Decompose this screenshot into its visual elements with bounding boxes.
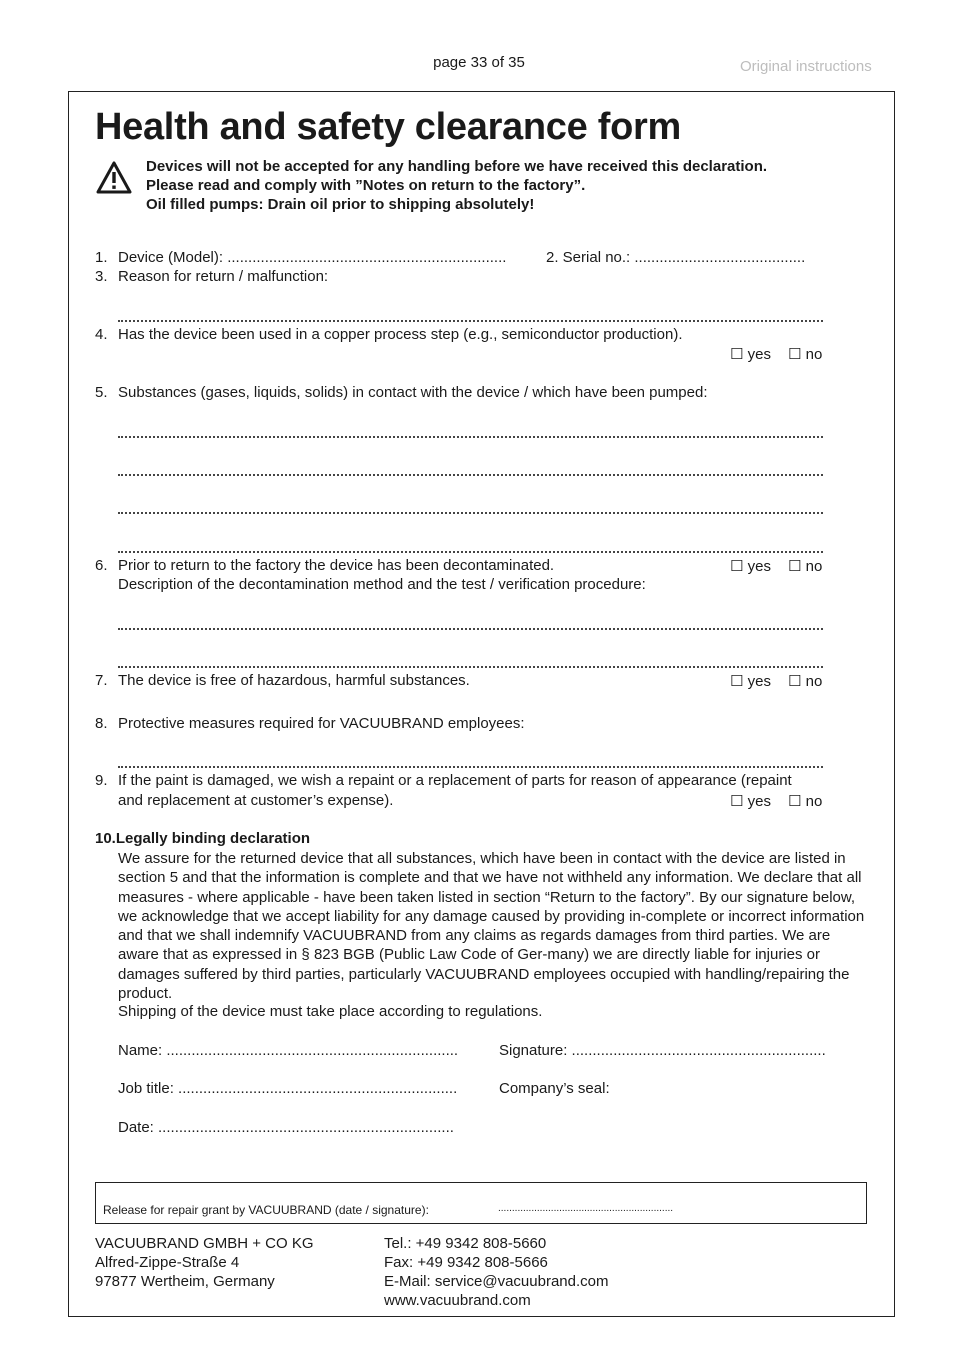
q6-number: 6.	[95, 557, 108, 574]
serial-number-field[interactable]: 2. Serial no.: .........................................	[546, 249, 806, 266]
substances-line-1[interactable]	[118, 436, 823, 438]
notice-line-3: Oil filled pumps: Drain oil prior to shipping absolutely!	[146, 196, 535, 213]
decontamination-method-label: Description of the decontamination method and the test / verification procedure:	[118, 576, 646, 593]
substances-label: Substances (gases, liquids, solids) in contact with the device / which have been pumped:	[118, 384, 708, 401]
original-instructions-label: Original instructions	[740, 58, 872, 75]
device-model-field[interactable]: Device (Model): ...................................................................	[118, 249, 507, 266]
q4-number: 4.	[95, 326, 108, 343]
reason-for-return-label: Reason for return / malfunction:	[118, 268, 329, 285]
protective-measures-line[interactable]	[118, 766, 823, 768]
q5-number: 5.	[95, 384, 108, 401]
decontaminated-question: Prior to return to the factory the device has been decontaminated.	[118, 557, 555, 574]
warning-icon	[96, 160, 132, 196]
protective-measures-label: Protective measures required for VACUUBRAND employees:	[118, 715, 525, 732]
hazard-free-yes-checkbox[interactable]: ☐ yes	[730, 673, 771, 690]
repaint-yes-checkbox[interactable]: ☐ yes	[730, 793, 771, 810]
substances-line-3[interactable]	[118, 512, 823, 514]
release-label: Release for repair grant by VACUUBRAND (date / signature):	[103, 1203, 429, 1217]
q9-number: 9.	[95, 772, 108, 789]
decontamination-line-2[interactable]	[118, 666, 823, 668]
hazard-free-question: The device is free of hazardous, harmful substances.	[118, 672, 470, 689]
copper-no-checkbox[interactable]: ☐ no	[788, 346, 823, 363]
date-field[interactable]: Date: .......................................................................	[118, 1119, 454, 1136]
repaint-no-checkbox[interactable]: ☐ no	[788, 793, 823, 810]
decontaminated-no-checkbox[interactable]: ☐ no	[788, 558, 823, 575]
hazard-free-no-checkbox[interactable]: ☐ no	[788, 673, 823, 690]
footer-street: Alfred-Zippe-Straße 4	[95, 1254, 240, 1271]
footer-tel: Tel.: +49 9342 808-5660	[384, 1235, 547, 1252]
footer-company: VACUUBRAND GMBH + CO KG	[95, 1235, 314, 1252]
q8-number: 8.	[95, 715, 108, 732]
q7-number: 7.	[95, 672, 108, 689]
decontamination-line-1[interactable]	[118, 628, 823, 630]
q3-number: 3.	[95, 268, 108, 285]
page-number: page 33 of 35	[433, 54, 525, 71]
shipping-note: Shipping of the device must take place according to regulations.	[118, 1003, 543, 1020]
notice-line-1: Devices will not be accepted for any handling before we have received this declaration.	[146, 158, 768, 175]
decontaminated-yes-checkbox[interactable]: ☐ yes	[730, 558, 771, 575]
footer-website[interactable]: www.vacuubrand.com	[384, 1292, 531, 1309]
repaint-question-line-2: and replacement at customer’s expense).	[118, 792, 394, 809]
reason-for-return-line[interactable]	[118, 320, 823, 322]
form-title: Health and safety clearance form	[95, 106, 681, 148]
job-title-field[interactable]: Job title: ...................................................................	[118, 1080, 458, 1097]
substances-line-4[interactable]	[118, 551, 823, 553]
release-signature-line[interactable]: ...............................................................	[498, 1203, 674, 1214]
copper-yes-checkbox[interactable]: ☐ yes	[730, 346, 771, 363]
declaration-heading: 10.Legally binding declaration	[95, 830, 311, 847]
repaint-question-line-1: If the paint is damaged, we wish a repaint or a replacement of parts for reason of appearance (repaint	[118, 772, 792, 789]
q1-number: 1.	[95, 249, 108, 266]
copper-process-question: Has the device been used in a copper process step (e.g., semiconductor production).	[118, 326, 683, 343]
footer-email[interactable]: E-Mail: service@vacuubrand.com	[384, 1273, 609, 1290]
declaration-text: We assure for the returned device that all substances, which have been in contact with the device are listed in section 5 and that the information is complete and that we have not withheld any information. We declare that all measures - where applicable - have been taken listed in section “Return to the factory”. By our signature below, we acknowledge that we accept liability for any damage caused by providing in-complete or incorrect information and that we shall indemnify VACUUBRAND from any claims as regards damages from third parties. We are aware that as expressed in § 823 BGB (Public Law Code of Ger-many) we are directly liable for injuries or damages suffered by third parties, particularly VACUUBRAND employees occupied with handling/repairing the product.	[118, 850, 865, 1003]
name-field[interactable]: Name: ......................................................................	[118, 1042, 459, 1059]
substances-line-2[interactable]	[118, 474, 823, 476]
footer-city: 97877 Wertheim, Germany	[95, 1273, 275, 1290]
company-seal-label: Company’s seal:	[499, 1080, 610, 1097]
notice-line-2: Please read and comply with ”Notes on return to the factory”.	[146, 177, 586, 194]
footer-fax: Fax: +49 9342 808-5666	[384, 1254, 548, 1271]
signature-field[interactable]: Signature: .............................................................	[499, 1042, 826, 1059]
